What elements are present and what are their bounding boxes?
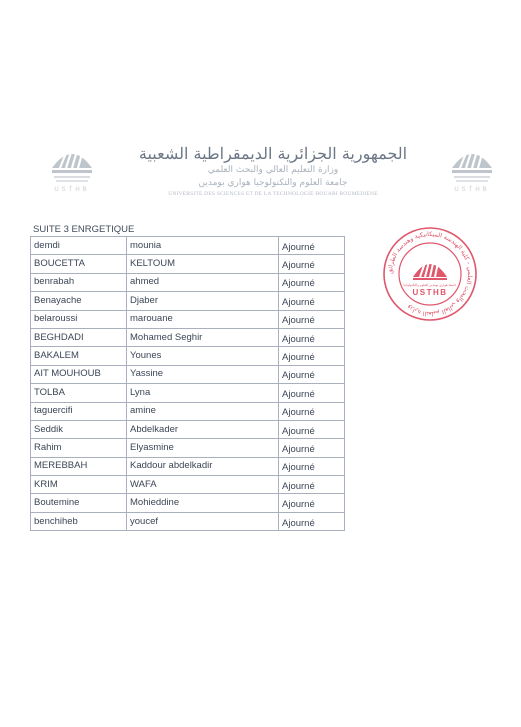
status-cell: Ajourné bbox=[279, 292, 345, 310]
table-row bbox=[31, 365, 345, 383]
logo-left-caption: USTHB bbox=[54, 187, 90, 193]
table-row bbox=[31, 384, 345, 402]
first-name-cell: amine bbox=[127, 402, 279, 420]
last-name-cell: AIT MOUHOUB bbox=[31, 365, 127, 383]
table-row bbox=[31, 292, 345, 310]
usthb-logo-left-icon bbox=[46, 138, 98, 194]
last-name-cell: BOUCETTA bbox=[31, 255, 127, 273]
table-row bbox=[31, 273, 345, 291]
results-table-body bbox=[31, 237, 345, 531]
last-name-cell: benrabah bbox=[31, 273, 127, 291]
status-cell: Ajourné bbox=[279, 365, 345, 383]
status-cell: Ajourné bbox=[279, 420, 345, 438]
status-cell: Ajourné bbox=[279, 457, 345, 475]
table-row bbox=[31, 476, 345, 494]
status-cell: Ajourné bbox=[279, 494, 345, 512]
first-name-cell: Abdelkader bbox=[127, 420, 279, 438]
last-name-cell: KRIM bbox=[31, 476, 127, 494]
status-cell: Ajourné bbox=[279, 255, 345, 273]
first-name-cell: KELTOUM bbox=[127, 255, 279, 273]
first-name-cell: youcef bbox=[127, 512, 279, 530]
last-name-cell: benchiheb bbox=[31, 512, 127, 530]
last-name-cell: taguercifi bbox=[31, 402, 127, 420]
first-name-cell: Djaber bbox=[127, 292, 279, 310]
first-name-cell: Younes bbox=[127, 347, 279, 365]
last-name-cell: BAKALEM bbox=[31, 347, 127, 365]
ministry-title: وزارة التعليم العالي والبحث العلمي bbox=[207, 165, 339, 175]
official-stamp-icon bbox=[381, 225, 479, 323]
table-row bbox=[31, 439, 345, 457]
stamp-ring-text: وزارة التعليم العالي والبحث العلمي - كلية الهندسة الميكانيكية وهندسة الطرائق bbox=[386, 230, 474, 318]
first-name-cell: marouane bbox=[127, 310, 279, 328]
table-row bbox=[31, 328, 345, 346]
table-row bbox=[31, 420, 345, 438]
country-title: الجمهورية الجزائرية الديمقراطية الشعبية bbox=[138, 144, 408, 163]
status-cell: Ajourné bbox=[279, 402, 345, 420]
first-name-cell: Yassine bbox=[127, 365, 279, 383]
university-title-arabic: جامعة العلوم والتكنولوجيا هواري بومدين bbox=[198, 178, 348, 188]
table-row bbox=[31, 255, 345, 273]
results-table bbox=[30, 236, 345, 531]
last-name-cell: Rahim bbox=[31, 439, 127, 457]
status-cell: Ajourné bbox=[279, 439, 345, 457]
first-name-cell: Lyna bbox=[127, 384, 279, 402]
status-cell: Ajourné bbox=[279, 384, 345, 402]
first-name-cell: ahmed bbox=[127, 273, 279, 291]
status-cell: Ajourné bbox=[279, 328, 345, 346]
table-row bbox=[31, 512, 345, 530]
header-text-block bbox=[108, 144, 438, 199]
status-cell: Ajourné bbox=[279, 310, 345, 328]
last-name-cell: Benayache bbox=[31, 292, 127, 310]
first-name-cell: Elyasmine bbox=[127, 439, 279, 457]
stamp-center-text: USTHB bbox=[412, 288, 448, 297]
university-title-english: UNIVERSITE DES SCIENCES ET DE LA TECHNOLOGIE HOUARI BOUMEDIENE bbox=[168, 191, 378, 197]
table-row bbox=[31, 237, 345, 255]
status-cell: Ajourné bbox=[279, 476, 345, 494]
document-header bbox=[0, 120, 521, 210]
section-title: SUITE 3 ENRGETIQUE bbox=[33, 224, 135, 235]
table-row bbox=[31, 347, 345, 365]
first-name-cell: WAFA bbox=[127, 476, 279, 494]
table-row bbox=[31, 457, 345, 475]
last-name-cell: TOLBA bbox=[31, 384, 127, 402]
status-cell: Ajourné bbox=[279, 273, 345, 291]
last-name-cell: Seddik bbox=[31, 420, 127, 438]
last-name-cell: MEREBBAH bbox=[31, 457, 127, 475]
first-name-cell: Mohieddine bbox=[127, 494, 279, 512]
table-row bbox=[31, 494, 345, 512]
table-row bbox=[31, 310, 345, 328]
status-cell: Ajourné bbox=[279, 237, 345, 255]
status-cell: Ajourné bbox=[279, 347, 345, 365]
last-name-cell: demdi bbox=[31, 237, 127, 255]
first-name-cell: Mohamed Seghir bbox=[127, 328, 279, 346]
usthb-logo-right-icon bbox=[446, 138, 498, 194]
last-name-cell: BEGHDADI bbox=[31, 328, 127, 346]
last-name-cell: belaroussi bbox=[31, 310, 127, 328]
stamp-center-arabic: جامعة هواري بومدين للعلوم والتكنولوجيا bbox=[403, 283, 457, 287]
logo-right-caption: USTHB bbox=[454, 187, 490, 193]
first-name-cell: mounia bbox=[127, 237, 279, 255]
table-row bbox=[31, 402, 345, 420]
status-cell: Ajourné bbox=[279, 512, 345, 530]
last-name-cell: Boutemine bbox=[31, 494, 127, 512]
first-name-cell: Kaddour abdelkadir bbox=[127, 457, 279, 475]
